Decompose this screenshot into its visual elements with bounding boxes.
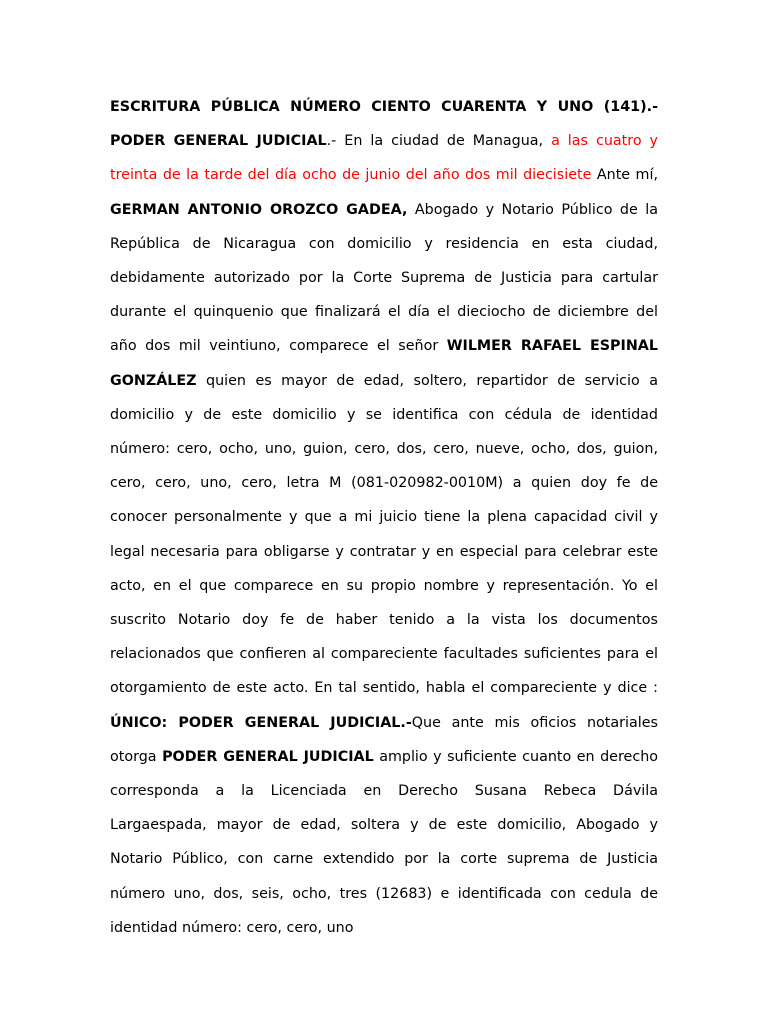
deed-intro-location: .- En la ciudad de Managua,: [326, 133, 552, 150]
clause-intro: Que ante mis oficios notariales otorga: [110, 714, 658, 765]
deed-body-paragraph: [110, 90, 658, 945]
power-type: PODER GENERAL JUDICIAL: [162, 748, 374, 765]
deed-before-me: Ante mí,: [591, 167, 658, 184]
appearing-party-details: quien es mayor de edad, soltero, repartidor de servicio a domicilio y de este domicilio y se identifica con cédula de identidad número: cero, ocho, uno, guion, cero, dos, cero, nueve, ocho, dos, guion, cero, cero, uno, cero, letra M (081-020982-0010M) a quien doy fe de conocer personalmente y que a mi juicio tiene la plena capacidad civil y legal necesaria para obligarse y contratar y en especial para celebrar este acto, en el que comparece en su propio nombre y representación. Yo el suscrito Notario doy fe de haber tenido a la vista los documentos relacionados que confieren al compareciente facultades suficientes para el otorgamiento de este acto. En tal sentido, habla el compareciente y dice :: [110, 372, 658, 697]
notary-description: Abogado y Notario Público de la República de Nicaragua con domicilio y residencia en esta ciudad, debidamente autorizado por la Corte Suprema de Justicia para cartular durante el quinquenio que finalizará el día el dieciocho de diciembre del año dos mil veintiuno, comparece el señor: [110, 201, 658, 355]
attorney-details: amplio y suficiente cuanto en derecho corresponda a la Licenciada en Derecho Susana Rebeca Dávila Largaespada, mayor de edad, soltera y de este domicilio, Abogado y Notario Público, con carne extendido por la corte suprema de Justicia número uno, dos, seis, ocho, tres (12683) e identificada con cedula de identidad número: cero, cero, uno: [110, 748, 659, 936]
deed-title: ESCRITURA PÚBLICA NÚMERO CIENTO CUARENTA Y UNO (141).- PODER GENERAL JUDICIAL: [110, 99, 658, 150]
appearing-party-name: WILMER RAFAEL ESPINAL GONZÁLEZ: [110, 338, 658, 389]
single-clause-heading: ÚNICO: PODER GENERAL JUDICIAL.-: [110, 714, 412, 731]
deed-date-time-highlight: a las cuatro y treinta de la tarde del día ocho de junio del año dos mil diecisiete: [110, 133, 658, 184]
notary-name: GERMAN ANTONIO OROZCO GADEA,: [110, 201, 408, 218]
